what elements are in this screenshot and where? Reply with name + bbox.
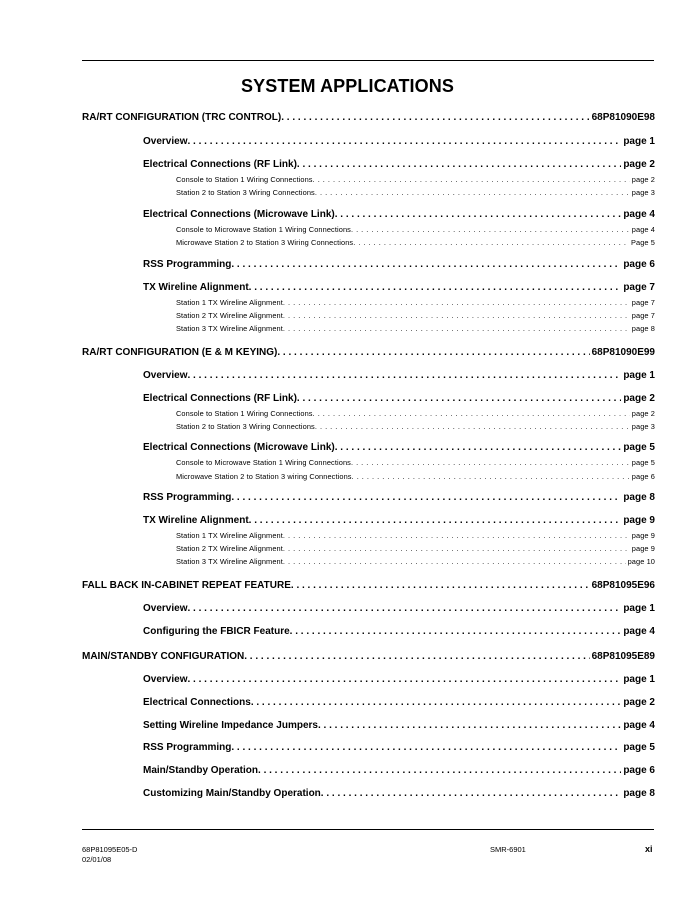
toc-dot-leader	[335, 442, 622, 453]
toc-entry-title: Electrical Connections (RF Link)	[143, 159, 297, 170]
toc-page-ref: page 4	[623, 626, 655, 637]
toc-entry-title: Console to Station 1 Wiring Connections	[176, 175, 313, 184]
toc-dot-leader	[315, 188, 630, 197]
toc-entry-title: RSS Programming	[143, 259, 232, 270]
toc-subentry	[176, 324, 655, 335]
toc-dot-leader	[187, 136, 621, 147]
toc-dot-leader	[187, 603, 621, 614]
toc-entry-title: Station 2 to Station 3 Wiring Connections	[176, 188, 315, 197]
toc-page-ref: page 2	[623, 697, 655, 708]
toc-subentry	[176, 225, 655, 236]
toc-dot-leader	[315, 422, 630, 431]
toc-entry	[143, 442, 655, 456]
toc-entry-title: RSS Programming	[143, 742, 232, 753]
toc-page-ref: page 7	[631, 311, 655, 320]
toc-dot-leader	[231, 742, 621, 753]
toc-dot-leader	[249, 515, 622, 526]
toc-entry	[143, 259, 655, 273]
toc-entry-title: MAIN/STANDBY CONFIGURATION	[82, 651, 245, 662]
toc-section	[82, 112, 655, 126]
toc-page-ref: page 8	[623, 492, 655, 503]
toc-entry-title: RA/RT CONFIGURATION (E & M KEYING)	[82, 347, 278, 358]
toc-page-ref: page 9	[631, 531, 655, 540]
toc-page-ref: 68P81090E99	[591, 347, 655, 358]
toc-entry-title: Microwave Station 2 to Station 3 Wiring Connections	[176, 238, 354, 247]
toc-entry-title: RA/RT CONFIGURATION (TRC CONTROL)	[82, 112, 282, 123]
toc-dot-leader	[283, 544, 630, 553]
toc-subentry	[176, 422, 655, 433]
toc-entry-title: Station 1 TX Wireline Alignment	[176, 298, 283, 307]
toc-page-ref: page 4	[623, 720, 655, 731]
toc-section	[82, 651, 655, 665]
toc-entry-title: Station 2 to Station 3 Wiring Connections	[176, 422, 315, 431]
toc-dot-leader	[351, 458, 630, 467]
toc-entry	[143, 209, 655, 223]
toc-dot-leader	[313, 175, 630, 184]
toc-page-ref: page 2	[631, 409, 655, 418]
toc-subentry	[176, 472, 655, 483]
toc-page-ref: page 3	[631, 422, 655, 431]
toc-dot-leader	[313, 409, 630, 418]
toc-dot-leader	[321, 788, 622, 799]
toc-dot-leader	[283, 531, 630, 540]
toc-page-ref: page 1	[623, 674, 655, 685]
toc-entry-title: Station 2 TX Wireline Alignment	[176, 311, 283, 320]
toc-dot-leader	[351, 225, 630, 234]
toc-entry-title: Station 3 TX Wireline Alignment	[176, 324, 283, 333]
toc-dot-leader	[297, 159, 621, 170]
toc-entry-title: FALL BACK IN-CABINET REPEAT FEATURE	[82, 580, 291, 591]
toc-dot-leader	[283, 298, 630, 307]
toc-entry	[143, 603, 655, 617]
toc-page-ref: page 7	[631, 298, 655, 307]
toc-entry-title: Main/Standby Operation	[143, 765, 259, 776]
toc-page-ref: 68P81095E96	[591, 580, 655, 591]
toc-dot-leader	[353, 238, 629, 247]
toc-dot-leader	[352, 472, 630, 481]
toc-entry-title: Overview	[143, 136, 188, 147]
footer-page-number: xi	[645, 844, 653, 854]
toc-page-ref: page 4	[623, 209, 655, 220]
toc-entry-title: Station 1 TX Wireline Alignment	[176, 531, 283, 540]
toc-dot-leader	[249, 282, 622, 293]
toc-page-ref: 68P81095E89	[591, 651, 655, 662]
toc-page-ref: page 6	[623, 765, 655, 776]
toc-page-ref: page 3	[631, 188, 655, 197]
toc-dot-leader	[290, 626, 622, 637]
toc-entry	[143, 492, 655, 506]
toc-entry	[143, 370, 655, 384]
toc-page-ref: page 10	[627, 557, 655, 566]
toc-subentry	[176, 298, 655, 309]
toc-dot-leader	[291, 580, 590, 591]
toc-section	[82, 580, 655, 594]
footer-rule	[82, 829, 654, 830]
toc-page-ref: page 7	[623, 282, 655, 293]
toc-page-ref: page 6	[631, 472, 655, 481]
toc-entry-title: Station 3 TX Wireline Alignment	[176, 557, 283, 566]
toc-entry	[143, 674, 655, 688]
toc-dot-leader	[297, 393, 621, 404]
toc-dot-leader	[231, 259, 621, 270]
toc-entry-title: Console to Station 1 Wiring Connections	[176, 409, 313, 418]
toc-page-ref: page 1	[623, 370, 655, 381]
toc-entry-title: Station 2 TX Wireline Alignment	[176, 544, 283, 553]
toc-subentry	[176, 531, 655, 542]
toc-subentry	[176, 557, 655, 568]
toc-dot-leader	[318, 720, 621, 731]
footer-smr-number: SMR-6901	[490, 845, 526, 854]
toc-dot-leader	[258, 765, 621, 776]
toc-page-ref: page 5	[623, 442, 655, 453]
toc-entry-title: Setting Wireline Impedance Jumpers	[143, 720, 318, 731]
toc-dot-leader	[187, 674, 621, 685]
toc-subentry	[176, 458, 655, 469]
toc-entry-title: Console to Microwave Station 1 Wiring Connections	[176, 458, 351, 467]
toc-entry	[143, 720, 655, 734]
toc-section	[82, 347, 655, 361]
toc-entry-title: Electrical Connections (Microwave Link)	[143, 209, 335, 220]
toc-entry-title: Electrical Connections (RF Link)	[143, 393, 297, 404]
toc-page-ref: page 1	[623, 603, 655, 614]
toc-entry	[143, 765, 655, 779]
toc-dot-leader	[281, 112, 589, 123]
toc-page-ref: page 5	[623, 742, 655, 753]
toc-entry	[143, 515, 655, 529]
toc-entry-title: Electrical Connections	[143, 697, 251, 708]
toc-entry-title: Electrical Connections (Microwave Link)	[143, 442, 335, 453]
toc-entry-title: Microwave Station 2 to Station 3 wiring Connections	[176, 472, 352, 481]
footer-date: 02/01/08	[82, 855, 112, 864]
toc-entry	[143, 626, 655, 640]
toc-subentry	[176, 238, 655, 249]
toc-page-ref: page 5	[631, 458, 655, 467]
toc-dot-leader	[283, 324, 630, 333]
toc-page-ref: page 6	[623, 259, 655, 270]
toc-dot-leader	[277, 347, 589, 358]
toc-page-ref: page 9	[623, 515, 655, 526]
toc-page-ref: 68P81090E98	[591, 112, 655, 123]
toc-page-ref: page 8	[631, 324, 655, 333]
toc-subentry	[176, 175, 655, 186]
toc-page-ref: page 2	[623, 159, 655, 170]
toc-entry	[143, 742, 655, 756]
toc-page-ref: page 8	[623, 788, 655, 799]
header-rule	[82, 60, 654, 61]
toc-page-ref: page 9	[631, 544, 655, 553]
toc-page-ref: page 2	[631, 175, 655, 184]
toc-page-ref: page 1	[623, 136, 655, 147]
toc-page-ref: page 2	[623, 393, 655, 404]
toc-dot-leader	[187, 370, 621, 381]
toc-entry-title: Overview	[143, 370, 188, 381]
toc-entry-title: Overview	[143, 603, 188, 614]
toc-dot-leader	[283, 311, 630, 320]
toc-entry	[143, 282, 655, 296]
toc-entry-title: Configuring the FBICR Feature	[143, 626, 290, 637]
toc-dot-leader	[244, 651, 589, 662]
toc-entry	[143, 393, 655, 407]
toc-subentry	[176, 188, 655, 199]
toc-dot-leader	[251, 697, 622, 708]
toc-subentry	[176, 311, 655, 322]
toc-page-ref: page 4	[631, 225, 655, 234]
toc-dot-leader	[283, 557, 626, 566]
page-title: SYSTEM APPLICATIONS	[241, 76, 454, 96]
toc-entry-title: Overview	[143, 674, 188, 685]
toc-entry	[143, 788, 655, 802]
toc-dot-leader	[335, 209, 622, 220]
toc-dot-leader	[231, 492, 621, 503]
toc-entry-title: RSS Programming	[143, 492, 232, 503]
toc-page-ref: Page 5	[630, 238, 655, 247]
toc-entry-title: TX Wireline Alignment	[143, 282, 249, 293]
toc-entry-title: TX Wireline Alignment	[143, 515, 249, 526]
toc-entry-title: Console to Microwave Station 1 Wiring Connections	[176, 225, 351, 234]
toc-subentry	[176, 544, 655, 555]
toc-entry	[143, 697, 655, 711]
toc-entry-title: Customizing Main/Standby Operation	[143, 788, 321, 799]
footer-doc-number: 68P81095E05-D	[82, 845, 138, 854]
toc-entry	[143, 136, 655, 150]
toc-subentry	[176, 409, 655, 420]
toc-entry	[143, 159, 655, 173]
